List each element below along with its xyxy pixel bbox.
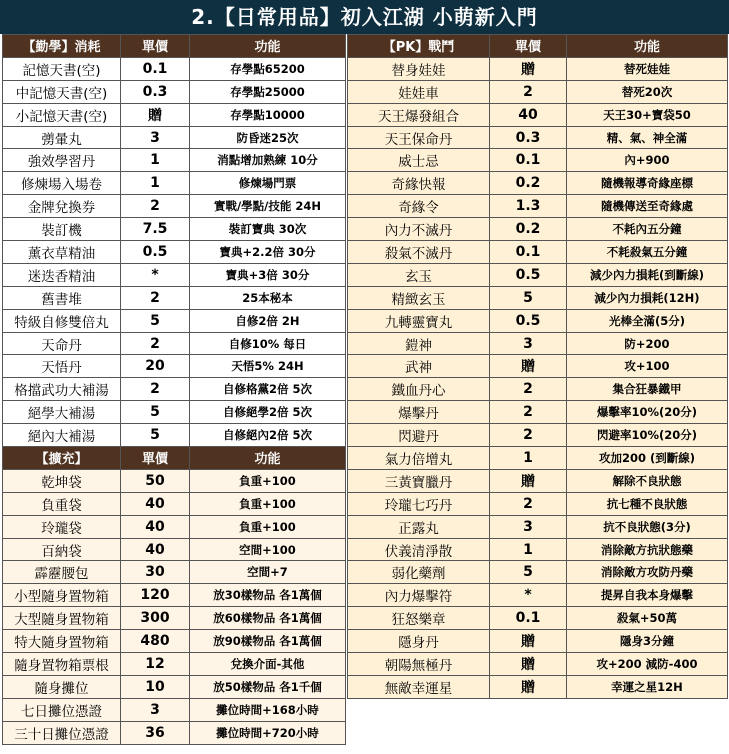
item-name: 天王爆發組合 <box>348 103 490 126</box>
item-function: 消除敵方攻防丹藥 <box>567 561 728 584</box>
table-row <box>348 355 728 378</box>
item-function: 隨機傳送至奇緣處 <box>567 195 728 218</box>
item-function: 空間+7 <box>190 561 346 584</box>
study-header-row <box>3 35 346 58</box>
item-function: 攤位時間+720小時 <box>190 721 346 744</box>
item-name: 天悟丹 <box>3 355 121 378</box>
item-name: 內力爆擊符 <box>348 584 490 607</box>
item-name: 隨身置物箱票根 <box>3 653 121 676</box>
item-function: 精、氣、神全滿 <box>567 126 728 149</box>
item-function: 自修10% 每日 <box>190 332 346 355</box>
item-price: * <box>490 584 567 607</box>
table-row <box>3 424 346 447</box>
item-name: 內力不滅丹 <box>348 218 490 241</box>
item-function: 修煉場門票 <box>190 172 346 195</box>
item-function: 減少內力損耗(到斷線) <box>567 263 728 286</box>
item-name: 負重袋 <box>3 492 121 515</box>
table-row <box>3 607 346 630</box>
table-row <box>348 675 728 698</box>
item-price: 0.3 <box>490 126 567 149</box>
left-price-table <box>2 34 346 745</box>
item-price: 3 <box>490 515 567 538</box>
item-price: 贈 <box>490 469 567 492</box>
table-row <box>3 286 346 309</box>
table-row <box>348 447 728 470</box>
item-name: 玲瓏七巧丹 <box>348 492 490 515</box>
item-price: 10 <box>121 675 190 698</box>
item-function: 替死娃娃 <box>567 57 728 80</box>
item-function: 抗不良狀態(3分) <box>567 515 728 538</box>
table-row <box>348 424 728 447</box>
table-row <box>3 103 346 126</box>
item-name: 絕學大補湯 <box>3 401 121 424</box>
item-name: 百納袋 <box>3 538 121 561</box>
item-price: 0.1 <box>490 241 567 264</box>
table-row <box>3 698 346 721</box>
table-row <box>3 653 346 676</box>
item-price: 0.1 <box>490 149 567 172</box>
item-price: 1.3 <box>490 195 567 218</box>
table-row <box>348 401 728 424</box>
table-row <box>3 172 346 195</box>
item-function: 25本秘本 <box>190 286 346 309</box>
table-row <box>3 195 346 218</box>
item-price: 40 <box>121 515 190 538</box>
table-row <box>3 218 346 241</box>
item-name: 氣力倍增丸 <box>348 447 490 470</box>
expand-header-row <box>3 447 346 470</box>
item-price: 1 <box>121 172 190 195</box>
table-row <box>3 492 346 515</box>
item-price: 2 <box>490 401 567 424</box>
item-name: 金牌兌換券 <box>3 195 121 218</box>
item-function: 存學點65200 <box>190 57 346 80</box>
study-header-cell: 功能 <box>190 35 346 58</box>
item-price: 40 <box>121 538 190 561</box>
table-row <box>348 378 728 401</box>
item-name: 特大隨身置物箱 <box>3 630 121 653</box>
item-price: 5 <box>490 561 567 584</box>
item-price: 2 <box>490 424 567 447</box>
item-price: 2 <box>121 332 190 355</box>
item-function: 攻+200 減防-400 <box>567 653 728 676</box>
item-price: 2 <box>121 286 190 309</box>
item-name: 鎧神 <box>348 332 490 355</box>
item-name: 替身娃娃 <box>348 57 490 80</box>
item-function: 負重+100 <box>190 515 346 538</box>
item-name: 奇緣令 <box>348 195 490 218</box>
item-name: 奇緣快報 <box>348 172 490 195</box>
table-row <box>348 332 728 355</box>
table-row <box>3 57 346 80</box>
table-row <box>348 607 728 630</box>
item-name: 娃娃車 <box>348 80 490 103</box>
item-price: 1 <box>121 149 190 172</box>
item-function: 裝訂寶典 30次 <box>190 218 346 241</box>
item-function: 消點增加熟練 10分 <box>190 149 346 172</box>
item-name: 舊書堆 <box>3 286 121 309</box>
item-name: 玄玉 <box>348 263 490 286</box>
table-row <box>3 355 346 378</box>
item-name: 隨身攤位 <box>3 675 121 698</box>
item-name: 霹靂腰包 <box>3 561 121 584</box>
expand-header-cell: 功能 <box>190 447 346 470</box>
item-price: 1 <box>490 538 567 561</box>
item-name: 絕內大補湯 <box>3 424 121 447</box>
expand-header-cell: 單價 <box>121 447 190 470</box>
table-row <box>348 103 728 126</box>
item-name: 威士忌 <box>348 149 490 172</box>
table-row <box>348 195 728 218</box>
table-row <box>3 126 346 149</box>
item-function: 攤位時間+168小時 <box>190 698 346 721</box>
item-function: 幸運之星12H <box>567 675 728 698</box>
item-price: 贈 <box>490 653 567 676</box>
table-row <box>348 561 728 584</box>
table-row <box>348 263 728 286</box>
table-row <box>348 149 728 172</box>
item-name: 玲瓏袋 <box>3 515 121 538</box>
study-header-cell: 單價 <box>121 35 190 58</box>
item-name: 裝訂機 <box>3 218 121 241</box>
table-row <box>3 149 346 172</box>
expand-header-cell: 【擴充】 <box>3 447 121 470</box>
item-function: 內+900 <box>567 149 728 172</box>
item-price: 5 <box>121 424 190 447</box>
item-function: 防+200 <box>567 332 728 355</box>
table-row <box>3 561 346 584</box>
item-price: 7.5 <box>121 218 190 241</box>
table-row <box>3 675 346 698</box>
item-name: 朝陽無極丹 <box>348 653 490 676</box>
table-row <box>3 515 346 538</box>
table-row <box>348 630 728 653</box>
item-function: 寶典+3倍 30分 <box>190 263 346 286</box>
item-price: 300 <box>121 607 190 630</box>
item-price: 5 <box>121 401 190 424</box>
item-function: 負重+100 <box>190 492 346 515</box>
item-price: 20 <box>121 355 190 378</box>
item-function: 抗七種不良狀態 <box>567 492 728 515</box>
table-row <box>348 309 728 332</box>
table-row <box>3 538 346 561</box>
item-function: 天悟5% 24H <box>190 355 346 378</box>
item-name: 三十日攤位憑證 <box>3 721 121 744</box>
item-function: 爆擊率10%(20分) <box>567 401 728 424</box>
item-price: 0.5 <box>121 241 190 264</box>
pk-header-row <box>348 35 728 58</box>
item-name: 無敵幸運星 <box>348 675 490 698</box>
item-price: 0.5 <box>490 309 567 332</box>
item-price: 40 <box>490 103 567 126</box>
item-function: 隱身3分鐘 <box>567 630 728 653</box>
item-name: 修煉場入場卷 <box>3 172 121 195</box>
table-row <box>3 630 346 653</box>
item-function: 自修絕學2倍 5次 <box>190 401 346 424</box>
item-function: 提昇自我本身爆擊 <box>567 584 728 607</box>
item-function: 寶典+2.2倍 30分 <box>190 241 346 264</box>
pk-header-cell: 【PK】戰鬥 <box>348 35 490 58</box>
table-row <box>3 584 346 607</box>
table-row <box>348 538 728 561</box>
table-row <box>348 80 728 103</box>
item-price: 50 <box>121 469 190 492</box>
item-name: 天王保命丹 <box>348 126 490 149</box>
item-function: 攻+100 <box>567 355 728 378</box>
item-name: 強效學習丹 <box>3 149 121 172</box>
table-row <box>3 80 346 103</box>
table-row <box>348 584 728 607</box>
item-price: 0.3 <box>121 80 190 103</box>
item-function: 解除不良狀態 <box>567 469 728 492</box>
table-row <box>3 721 346 744</box>
item-price: 3 <box>121 126 190 149</box>
item-function: 自修格黨2倍 5次 <box>190 378 346 401</box>
item-price: 3 <box>121 698 190 721</box>
item-price: 贈 <box>490 355 567 378</box>
item-name: 薰衣草精油 <box>3 241 121 264</box>
item-name: 狂怒樂章 <box>348 607 490 630</box>
item-name: 爆擊丹 <box>348 401 490 424</box>
item-price: 5 <box>490 286 567 309</box>
item-function: 集合狂暴鐵甲 <box>567 378 728 401</box>
item-name: 格擋武功大補湯 <box>3 378 121 401</box>
table-row <box>348 218 728 241</box>
item-function: 防昏迷25次 <box>190 126 346 149</box>
item-name: 乾坤袋 <box>3 469 121 492</box>
table-row <box>348 241 728 264</box>
item-function: 放90樣物品 各1萬個 <box>190 630 346 653</box>
table-row <box>348 469 728 492</box>
item-price: 2 <box>121 195 190 218</box>
item-name: 三黃寶臘丹 <box>348 469 490 492</box>
item-name: 七日攤位憑證 <box>3 698 121 721</box>
item-name: 鐵血丹心 <box>348 378 490 401</box>
table-row <box>3 378 346 401</box>
table-row <box>348 126 728 149</box>
item-function: 不耗殺氣五分鐘 <box>567 241 728 264</box>
item-function: 減少內力損耗(12H) <box>567 286 728 309</box>
item-name: 武神 <box>348 355 490 378</box>
item-price: 贈 <box>490 675 567 698</box>
item-name: 殺氣不滅丹 <box>348 241 490 264</box>
item-function: 空間+100 <box>190 538 346 561</box>
item-name: 記憶天書(空) <box>3 57 121 80</box>
item-price: 3 <box>490 332 567 355</box>
item-price: 40 <box>121 492 190 515</box>
item-function: 殺氣+50萬 <box>567 607 728 630</box>
item-function: 隨機報導奇緣座標 <box>567 172 728 195</box>
item-price: 2 <box>490 378 567 401</box>
item-price: 0.1 <box>121 57 190 80</box>
item-price: 0.2 <box>490 172 567 195</box>
item-name: 天命丹 <box>3 332 121 355</box>
item-function: 光棒全滿(5分) <box>567 309 728 332</box>
item-price: 0.5 <box>490 263 567 286</box>
item-name: 彅暈丸 <box>3 126 121 149</box>
item-name: 伏義清淨散 <box>348 538 490 561</box>
item-name: 中記憶天書(空) <box>3 80 121 103</box>
item-price: 贈 <box>121 103 190 126</box>
item-function: 攻加200 (到斷線) <box>567 447 728 470</box>
item-name: 特級自修雙倍丸 <box>3 309 121 332</box>
item-name: 九轉靈寶丸 <box>348 309 490 332</box>
item-name: 小型隨身置物箱 <box>3 584 121 607</box>
item-function: 兌換介面-其他 <box>190 653 346 676</box>
item-price: 36 <box>121 721 190 744</box>
item-price: 2 <box>490 80 567 103</box>
table-row <box>3 401 346 424</box>
item-function: 替死20次 <box>567 80 728 103</box>
item-function: 自修2倍 2H <box>190 309 346 332</box>
item-function: 放60樣物品 各1萬個 <box>190 607 346 630</box>
item-price: 2 <box>121 378 190 401</box>
item-price: 120 <box>121 584 190 607</box>
item-function: 實戰/學點/技能 24H <box>190 195 346 218</box>
table-row <box>348 286 728 309</box>
table-row <box>348 515 728 538</box>
item-function: 負重+100 <box>190 469 346 492</box>
item-function: 存學點25000 <box>190 80 346 103</box>
table-row <box>348 492 728 515</box>
table-row <box>348 57 728 80</box>
table-row <box>3 332 346 355</box>
item-price: * <box>121 263 190 286</box>
item-function: 閃避率10%(20分) <box>567 424 728 447</box>
item-price: 贈 <box>490 57 567 80</box>
table-row <box>3 263 346 286</box>
item-price: 5 <box>121 309 190 332</box>
item-price: 0.1 <box>490 607 567 630</box>
item-name: 迷迭香精油 <box>3 263 121 286</box>
item-price: 30 <box>121 561 190 584</box>
item-name: 精緻玄玉 <box>348 286 490 309</box>
item-price: 12 <box>121 653 190 676</box>
item-name: 閃避丹 <box>348 424 490 447</box>
item-function: 存學點10000 <box>190 103 346 126</box>
table-row <box>348 653 728 676</box>
item-function: 消除敵方抗狀態藥 <box>567 538 728 561</box>
table-row <box>3 469 346 492</box>
item-price: 2 <box>490 492 567 515</box>
item-function: 天王30+寶袋50 <box>567 103 728 126</box>
item-function: 放30樣物品 各1萬個 <box>190 584 346 607</box>
item-price: 1 <box>490 447 567 470</box>
item-function: 不耗內五分鐘 <box>567 218 728 241</box>
item-name: 正露丸 <box>348 515 490 538</box>
table-row <box>3 241 346 264</box>
item-name: 大型隨身置物箱 <box>3 607 121 630</box>
item-price: 0.2 <box>490 218 567 241</box>
pk-header-cell: 功能 <box>567 35 728 58</box>
table-row <box>348 172 728 195</box>
item-price: 贈 <box>490 630 567 653</box>
item-name: 小記憶天書(空) <box>3 103 121 126</box>
page-title: 2.【日常用品】初入江湖 小萌新入門 <box>0 0 729 34</box>
item-function: 自修絕內2倍 5次 <box>190 424 346 447</box>
pk-header-cell: 單價 <box>490 35 567 58</box>
table-row <box>3 309 346 332</box>
item-function: 放50樣物品 各1千個 <box>190 675 346 698</box>
study-header-cell: 【勤學】消耗 <box>3 35 121 58</box>
right-price-table <box>347 34 728 699</box>
item-name: 隱身丹 <box>348 630 490 653</box>
item-price: 480 <box>121 630 190 653</box>
item-name: 弱化藥劑 <box>348 561 490 584</box>
